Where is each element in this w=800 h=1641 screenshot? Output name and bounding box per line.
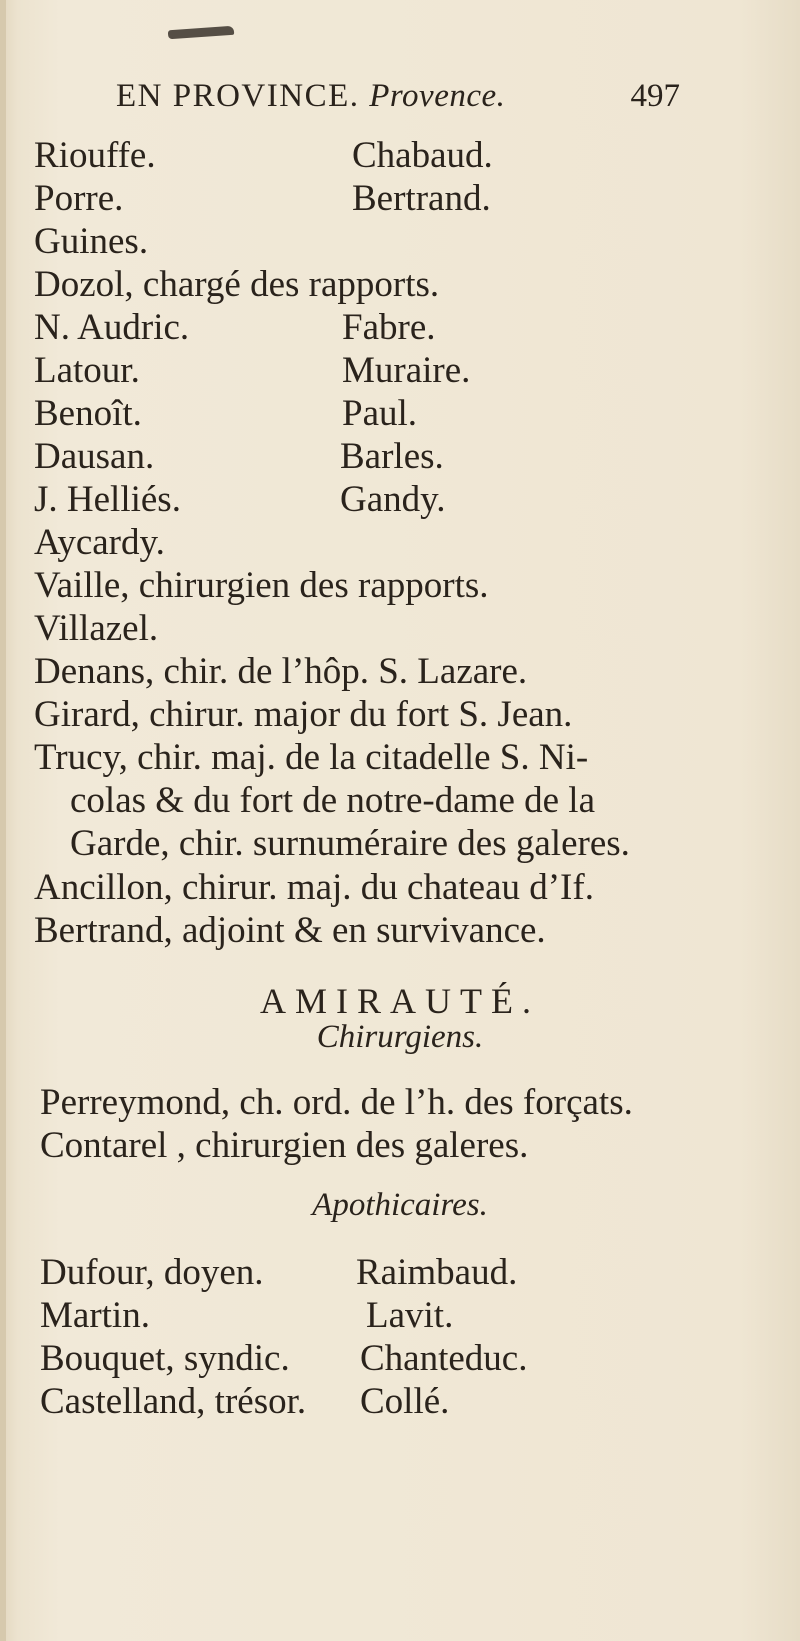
section-title: AMIRAUTÉ. — [260, 981, 540, 1021]
list-item — [34, 134, 493, 178]
list-item-continuation — [70, 779, 595, 823]
entry-name: Gandy. — [340, 479, 446, 520]
entry-name: Porre. — [34, 178, 124, 219]
list-item — [40, 1337, 528, 1381]
list-item — [34, 263, 439, 307]
entry-name: Trucy, chir. maj. de la citadelle S. Ni- — [34, 737, 589, 778]
list-item — [34, 693, 572, 737]
entry-name: Villazel. — [34, 608, 159, 649]
list-item — [40, 1251, 518, 1295]
list-item — [34, 866, 594, 910]
list-item — [40, 1124, 528, 1168]
list-item — [34, 909, 546, 953]
entry-name: Collé. — [360, 1381, 450, 1422]
subheading-chirurgiens: Chirurgiens. — [316, 1019, 484, 1055]
entry-name: Aycardy. — [34, 522, 165, 563]
entry-name: Girard, chirur. major du fort S. Jean. — [34, 694, 573, 735]
list-item — [40, 1294, 454, 1338]
entry-name: Ancillon, chirur. maj. du chateau d’If. — [34, 867, 594, 908]
list-item — [34, 220, 148, 264]
entry-name: Dufour, doyen. — [40, 1252, 264, 1293]
binding-edge — [0, 0, 6, 1641]
running-head-italic: Provence. — [369, 78, 506, 114]
entry-name: Guines. — [34, 221, 149, 262]
entry-name: Perreymond, ch. ord. de l’h. des forçats. — [40, 1082, 633, 1123]
entry-name: Castelland, trésor. — [40, 1381, 307, 1422]
list-item — [34, 478, 446, 522]
list-item — [34, 607, 158, 651]
entry-name: Chabaud. — [352, 135, 493, 176]
page-number: 497 — [630, 78, 680, 114]
entry-name: Martin. — [40, 1295, 150, 1336]
entry-name: Bouquet, syndic. — [40, 1338, 290, 1379]
list-item — [34, 435, 444, 479]
list-item — [40, 1081, 633, 1125]
entry-name: Raimbaud. — [356, 1252, 518, 1293]
entry-name: N. Audric. — [34, 307, 190, 348]
list-item — [34, 392, 418, 436]
running-head-text: EN PROVINCE. — [116, 78, 360, 114]
entry-name: Benoît. — [34, 393, 142, 434]
page-header — [116, 78, 686, 126]
list-item — [40, 1380, 450, 1424]
list-item — [34, 564, 489, 608]
entry-name: colas & du fort de notre-dame de la — [70, 780, 595, 821]
list-item — [34, 736, 588, 780]
entry-name: Muraire. — [342, 350, 471, 391]
entry-name: Bertrand. — [352, 178, 491, 219]
list-item — [34, 177, 491, 221]
entry-name: Fabre. — [342, 307, 436, 348]
entry-name: Chanteduc. — [360, 1338, 528, 1379]
entry-name: Dozol, chargé des rapports. — [34, 264, 440, 305]
ink-blot — [168, 26, 234, 40]
entry-name: Latour. — [34, 350, 140, 391]
list-item — [34, 349, 471, 393]
list-item — [34, 306, 436, 350]
entry-name: Garde, chir. surnuméraire des galeres. — [70, 823, 630, 864]
subheading-apothicaires: Apothicaires. — [312, 1187, 488, 1223]
running-head — [116, 78, 505, 115]
entry-name: Paul. — [342, 393, 418, 434]
entry-name: Denans, chir. de l’hôp. S. Lazare. — [34, 651, 528, 692]
entry-name: Bertrand, adjoint & en survivance. — [34, 910, 546, 951]
entry-name: J. Helliés. — [34, 479, 181, 520]
list-item-continuation — [70, 822, 630, 866]
entry-name: Dausan. — [34, 436, 155, 477]
entry-name: Riouffe. — [34, 135, 156, 176]
list-item — [34, 521, 165, 565]
entry-name: Barles. — [340, 436, 444, 477]
list-item — [34, 650, 527, 694]
entry-name: Contarel , chirurgien des galeres. — [40, 1125, 529, 1166]
entry-name: Lavit. — [366, 1295, 454, 1336]
entry-name: Vaille, chirurgien des rapports. — [34, 565, 489, 606]
